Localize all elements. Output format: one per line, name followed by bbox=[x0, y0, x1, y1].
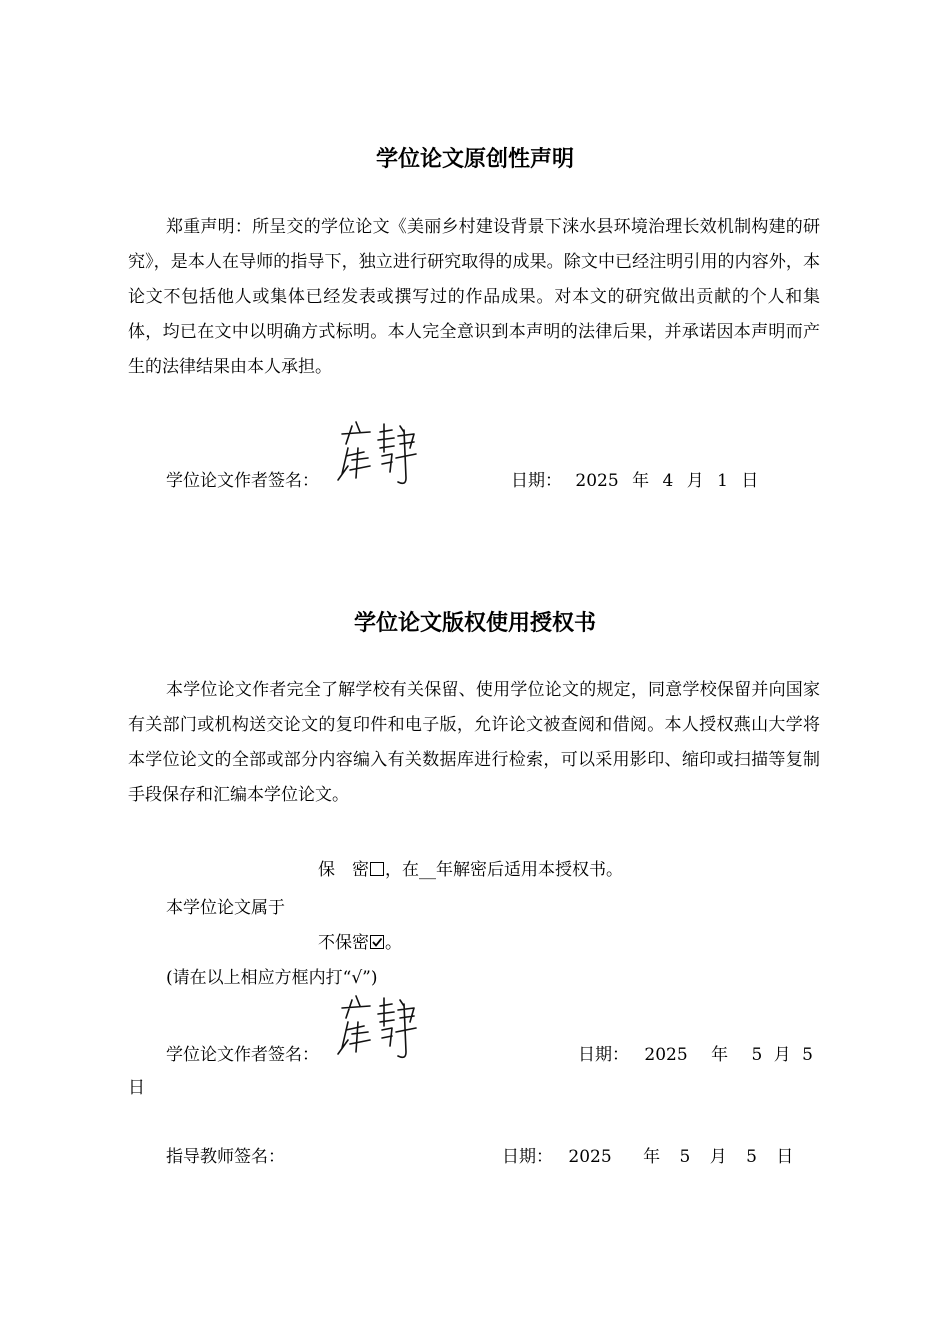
date-year-unit: 年 bbox=[711, 1045, 729, 1065]
date-month: 5 bbox=[679, 1147, 691, 1167]
confidential-option bbox=[318, 855, 623, 880]
date-month-unit: 月 bbox=[686, 471, 704, 491]
declaration-body: 郑重声明：所呈交的学位论文《美丽乡村建设背景下涞水县环境治理长效机制构建的研究》，是本人在导师的指导下，独立进行研究取得的成果。除文中已经注明引用的内容外，本论文不包括他人或集体已经发表或撰写过的作品成果。对本文的研究做出贡献的个人和集体，均已在文中以明确方式标明。本人完全意识到本声明的法律后果，并承诺因本声明而产生的法律结果由本人承担。 bbox=[128, 217, 820, 377]
date-label: 日期： bbox=[502, 1147, 553, 1167]
date-day: 5 bbox=[802, 1045, 813, 1065]
not-confidential-option bbox=[318, 928, 402, 953]
date-year-unit: 年 bbox=[643, 1147, 661, 1167]
author-signature-1 bbox=[334, 418, 424, 493]
confidential-checkbox[interactable] bbox=[370, 862, 384, 876]
date-month: 4 bbox=[662, 471, 674, 491]
author-signature-label: 学位论文作者签名： bbox=[166, 1045, 319, 1065]
advisor-signature-label: 指导教师签名： bbox=[166, 1147, 285, 1167]
confidential-label: 保 密 bbox=[318, 860, 369, 880]
belongs-label: 本学位论文属于 bbox=[166, 898, 285, 918]
date-year: 2025 bbox=[568, 1147, 612, 1167]
advisor-date bbox=[502, 1142, 793, 1167]
date-month: 5 bbox=[751, 1045, 763, 1065]
date-day: 5 bbox=[746, 1147, 757, 1167]
date-month-unit: 月 bbox=[709, 1147, 727, 1167]
author-signature-2 bbox=[334, 992, 424, 1067]
date-label: 日期： bbox=[511, 471, 562, 491]
date-year: 2025 bbox=[575, 471, 619, 491]
date-year: 2025 bbox=[644, 1045, 688, 1065]
authorization-title: 学位论文版权使用授权书 bbox=[353, 611, 596, 636]
author-date-day-unit: 日 bbox=[128, 1078, 145, 1098]
declaration-date bbox=[511, 466, 758, 491]
author-date bbox=[578, 1040, 813, 1065]
date-day-unit: 日 bbox=[776, 1147, 794, 1167]
check-mark-icon bbox=[373, 939, 382, 946]
not-confidential-label: 不保密 bbox=[318, 933, 369, 953]
period: 。 bbox=[385, 933, 402, 953]
confidential-suffix: ，在__年解密后适用本授权书。 bbox=[385, 860, 623, 880]
declaration-signature-label: 学位论文作者签名： bbox=[166, 471, 319, 491]
date-year-unit: 年 bbox=[632, 471, 650, 491]
instruction-note: (请在以上相应方框内打“√”) bbox=[166, 968, 378, 988]
date-day-unit: 日 bbox=[741, 471, 759, 491]
not-confidential-checkbox[interactable] bbox=[370, 935, 384, 949]
date-month-unit: 月 bbox=[773, 1045, 791, 1065]
date-label: 日期： bbox=[578, 1045, 629, 1065]
authorization-body: 本学位论文作者完全了解学校有关保留、使用学位论文的规定，同意学校保留并向国家有关部门或机构送交论文的复印件和电子版，允许论文被查阅和借阅。本人授权燕山大学将本学位论文的全部或部分内容编入有关数据库进行检索，可以采用影印、缩印或扫描等复制手段保存和汇编本学位论文。 bbox=[128, 680, 820, 805]
declaration-title: 学位论文原创性声明 bbox=[375, 147, 574, 172]
date-day: 1 bbox=[717, 471, 728, 491]
